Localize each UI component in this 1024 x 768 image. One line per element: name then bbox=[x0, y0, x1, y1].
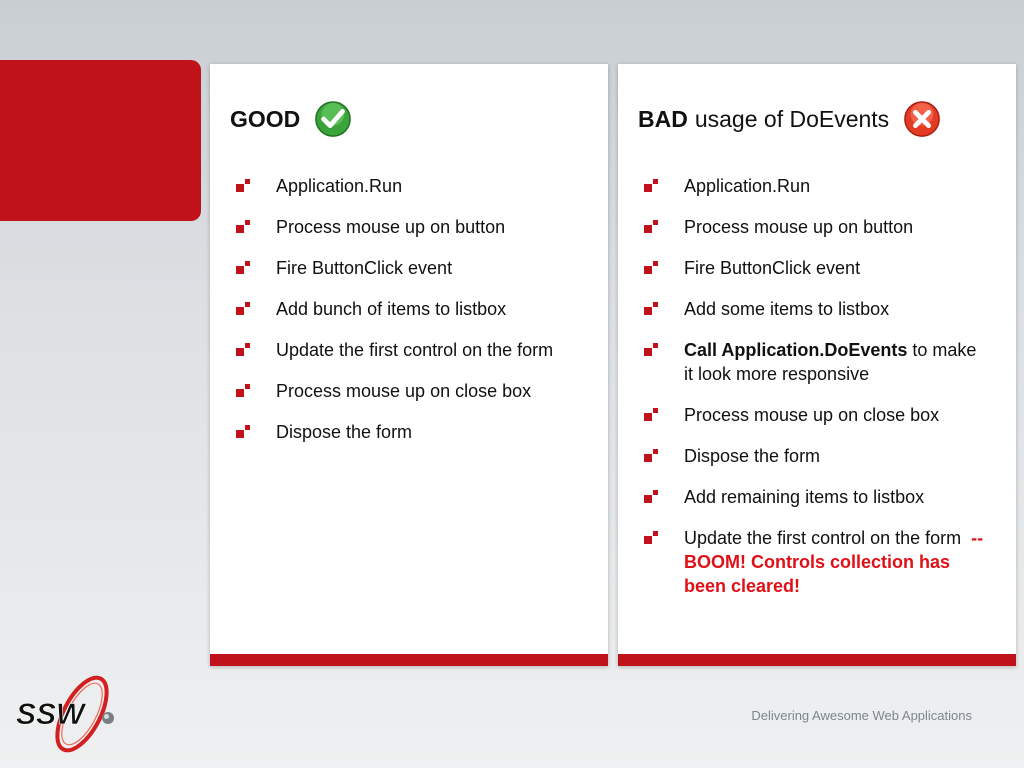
list-item-text: Fire ButtonClick event bbox=[276, 258, 453, 278]
bullet-icon bbox=[644, 261, 660, 277]
good-panel-title bbox=[230, 98, 352, 140]
bad-title-bold: BAD bbox=[638, 105, 688, 132]
list-item bbox=[644, 444, 986, 468]
bullet-icon bbox=[644, 343, 660, 359]
bullet-icon bbox=[644, 220, 660, 236]
list-item-text: Application.Run bbox=[684, 176, 811, 196]
list-item bbox=[236, 215, 578, 239]
list-item-text: Dispose the form bbox=[684, 446, 821, 466]
bullet-icon bbox=[644, 490, 660, 506]
list-item-text: Add bunch of items to listbox bbox=[276, 299, 507, 319]
good-steps-list bbox=[236, 174, 578, 461]
bullet-icon bbox=[644, 302, 660, 318]
good-panel bbox=[210, 64, 608, 666]
list-item-text: Fire ButtonClick event bbox=[684, 258, 861, 278]
list-item bbox=[644, 297, 986, 321]
panel-bottom-bar bbox=[210, 654, 608, 666]
list-item-text: Application.Run bbox=[276, 176, 403, 196]
ssw-logo bbox=[12, 672, 124, 756]
list-item-text: Process mouse up on button bbox=[276, 217, 506, 237]
list-item-text: to make it look more responsive bbox=[684, 340, 977, 384]
bullet-icon bbox=[236, 220, 252, 236]
logo-text: SSW bbox=[16, 698, 85, 731]
footer-tagline: Delivering Awesome Web Applications bbox=[751, 708, 972, 723]
bullet-icon bbox=[644, 408, 660, 424]
bullet-icon bbox=[236, 302, 252, 318]
panel-bottom-bar bbox=[618, 654, 1016, 666]
bullet-icon bbox=[236, 343, 252, 359]
list-item bbox=[236, 338, 578, 362]
bullet-icon bbox=[644, 449, 660, 465]
list-item bbox=[644, 174, 986, 198]
bullet-icon bbox=[236, 384, 252, 400]
list-item-text: Update the first control on the form bbox=[276, 340, 554, 360]
list-item-text: Add remaining items to listbox bbox=[684, 487, 925, 507]
bullet-icon bbox=[236, 425, 252, 441]
bad-steps-list bbox=[644, 174, 986, 615]
red-x-icon bbox=[903, 100, 941, 138]
list-item bbox=[644, 403, 986, 427]
checkmark-icon bbox=[314, 100, 352, 138]
list-item-text: Add some items to listbox bbox=[684, 299, 890, 319]
list-item bbox=[644, 485, 986, 509]
decorative-red-block bbox=[0, 60, 201, 221]
bullet-icon bbox=[644, 531, 660, 547]
list-item-text: Update the first control on the form bbox=[684, 528, 972, 548]
list-item bbox=[236, 256, 578, 280]
list-item-text: Process mouse up on button bbox=[684, 217, 914, 237]
list-item bbox=[644, 215, 986, 239]
bad-panel-title bbox=[638, 98, 941, 140]
boom-warning-text: -- BOOM! Controls collection has been cleared! bbox=[684, 528, 984, 596]
list-item bbox=[644, 338, 986, 386]
list-item bbox=[236, 297, 578, 321]
list-item bbox=[236, 174, 578, 198]
list-item-text: Process mouse up on close box bbox=[684, 405, 940, 425]
list-item bbox=[644, 526, 986, 598]
list-item-strong-text: Call Application.DoEvents bbox=[684, 340, 908, 360]
list-item bbox=[644, 256, 986, 280]
bullet-icon bbox=[236, 179, 252, 195]
bullet-icon bbox=[644, 179, 660, 195]
list-item bbox=[236, 420, 578, 444]
bullet-icon bbox=[236, 261, 252, 277]
list-item-text: Dispose the form bbox=[276, 422, 413, 442]
good-title-text: GOOD bbox=[230, 105, 301, 132]
list-item-text: Process mouse up on close box bbox=[276, 381, 532, 401]
bad-panel bbox=[618, 64, 1016, 666]
bad-title-rest: usage of DoEvents bbox=[694, 105, 890, 132]
list-item bbox=[236, 379, 578, 403]
